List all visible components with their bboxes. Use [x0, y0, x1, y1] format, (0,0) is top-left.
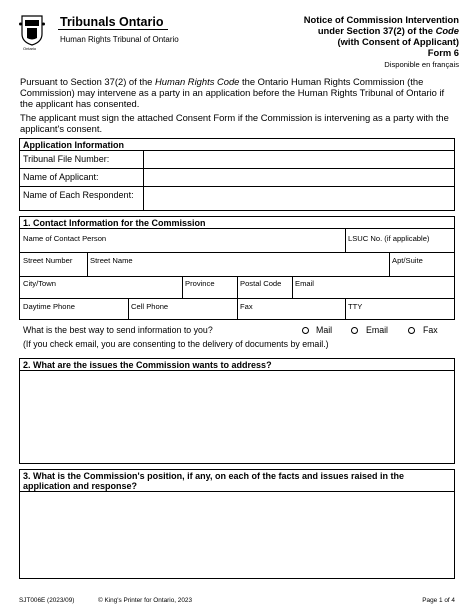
divider — [237, 276, 238, 298]
form-code: SJT006E (2023/09) — [19, 597, 75, 604]
email-radio[interactable] — [351, 327, 358, 334]
mail-radio[interactable] — [302, 327, 309, 334]
title-line-2-code: Code — [435, 25, 459, 36]
intro-p1-a: Pursuant to Section 37(2) of the — [20, 76, 155, 87]
respondents-row — [20, 187, 454, 210]
applicant-label: Name of Applicant: — [23, 172, 99, 182]
divider — [237, 298, 238, 320]
title-line-4: Form 6 — [427, 47, 459, 58]
file-number-label: Tribunal File Number: — [23, 154, 110, 164]
issues-heading: 2. What are the issues the Commission wants to address? — [20, 359, 454, 371]
position-heading-line-2: application and response? — [23, 481, 138, 491]
divider — [389, 252, 390, 276]
tty-label: TTY — [348, 302, 363, 311]
street-number-label: Street Number — [23, 256, 73, 265]
french-link[interactable]: Disponible en français — [384, 60, 459, 69]
copyright: © King's Printer for Ontario, 2023 — [98, 597, 193, 604]
applicant-field[interactable] — [144, 169, 454, 185]
cell-phone-label: Cell Phone — [131, 302, 169, 311]
issues-field[interactable] — [20, 371, 454, 463]
contact-section — [19, 216, 455, 320]
fax-option-label: Fax — [423, 325, 438, 335]
title-line-1: Notice of Commission Intervention — [303, 14, 459, 25]
street-name-label: Street Name — [90, 256, 133, 265]
org-name: Tribunals Ontario — [60, 15, 164, 29]
position-heading-line-1: 3. What is the Commission's position, if any, on each of the facts and issues raised in the — [23, 471, 405, 481]
day-phone-label: Daytime Phone — [23, 302, 75, 311]
divider — [345, 298, 346, 320]
application-info-section — [19, 138, 455, 211]
respondents-field[interactable] — [144, 187, 454, 210]
header-divider — [58, 29, 168, 30]
issues-section — [19, 358, 455, 464]
send-question: What is the best way to send information to you? — [23, 325, 213, 335]
title-line-2 — [239, 25, 459, 36]
intro-paragraph-2: The applicant must sign the attached Consent Form if the Commission is intervening as a party with the applicant's consent. — [20, 112, 449, 134]
applicant-row — [20, 169, 454, 187]
position-field[interactable] — [20, 492, 454, 578]
email-label: Email — [295, 279, 314, 288]
position-section — [19, 469, 455, 579]
form-title — [239, 14, 459, 70]
contact-person-label: Name of Contact Person — [23, 234, 107, 243]
email-consent-note: (If you check email, you are consenting to the delivery of documents by email.) — [23, 339, 329, 349]
contact-heading: 1. Contact Information for the Commission — [20, 217, 454, 229]
lsuc-label: LSUC No. (if applicable) — [348, 234, 430, 243]
postal-label: Postal Code — [240, 279, 282, 288]
divider — [128, 298, 129, 320]
apt-label: Apt/Suite — [392, 256, 423, 265]
page-number: Page 1 of 4 — [422, 597, 455, 604]
position-heading — [20, 470, 454, 492]
file-number-field[interactable] — [144, 151, 454, 167]
province-label: Province — [185, 279, 215, 288]
title-line-3: (with Consent of Applicant) — [337, 36, 459, 47]
fax-label: Fax — [240, 302, 253, 311]
city-label: City/Town — [23, 279, 56, 288]
fax-radio[interactable] — [408, 327, 415, 334]
title-line-2-text: under Section 37(2) of the — [317, 25, 436, 36]
email-option-label: Email — [366, 325, 388, 335]
mail-label: Mail — [316, 325, 333, 335]
intro-p1-b: the Ontario Human Rights Commission (the Commission) may intervene as a party in an application before the Human Rights Tribunal of Ontario if the applicant has consented. — [20, 76, 445, 109]
divider — [182, 276, 183, 298]
respondents-label: Name of Each Respondent: — [23, 190, 134, 200]
divider — [292, 276, 293, 298]
divider — [345, 229, 346, 252]
tribunal-name: Human Rights Tribunal of Ontario — [60, 35, 179, 44]
intro-paragraph-1 — [20, 76, 458, 109]
app-info-divider — [143, 151, 144, 211]
ontario-logo — [19, 14, 45, 50]
divider — [87, 252, 88, 276]
application-info-heading: Application Information — [20, 139, 454, 151]
file-number-row — [20, 151, 454, 169]
logo-caption: Ontario — [23, 46, 37, 51]
intro-p1-em: Human Rights Code — [154, 76, 240, 87]
